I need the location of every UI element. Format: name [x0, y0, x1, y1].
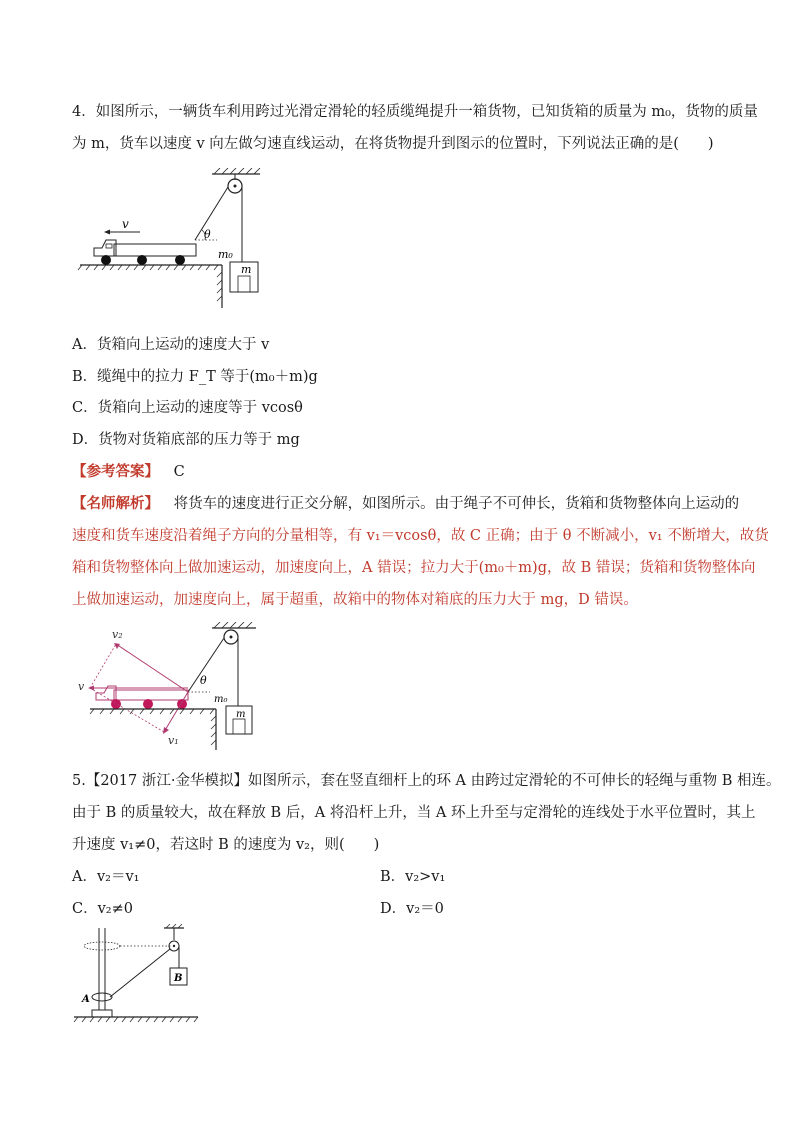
- q4-answer: [72, 462, 185, 482]
- q4-option-b: B．缆绳中的拉力 F_T 等于(m₀＋m)g: [72, 369, 318, 385]
- m-label-2: m: [236, 709, 246, 720]
- q4-figure-truck: [72, 168, 292, 308]
- v1-label: v₁: [168, 734, 179, 747]
- q5-line-1: 5.【2017 浙江·金华模拟】如图所示，套在竖直细杆上的环 A 由跨过定滑轮的不可伸长的轻绳与重物 B 相连。: [72, 773, 781, 789]
- q5-figure-ring-rod: [72, 924, 212, 1024]
- v2-label: v₂: [112, 628, 123, 641]
- q4-analysis-line-4: 上做加速运动，加速度向上，属于超重，故箱中的物体对箱底的压力大于 mg，D 错误。: [72, 592, 638, 608]
- q4-option-a: A．货箱向上运动的速度大于 v: [72, 337, 270, 353]
- m-label: m: [241, 263, 252, 276]
- q5-line-3: 升速度 v₁≠0，若这时 B 的速度为 v₂，则( ): [72, 837, 380, 853]
- q5-option-b: B．v₂>v₁: [380, 869, 446, 885]
- q4-analysis-line-1: [72, 494, 739, 514]
- q4-line-2: 为 m，货车以速度 v 向左做匀速直线运动，在将货物提升到图示的位置时，下列说法正确的是( ): [72, 136, 714, 152]
- answer-tag: 【参考答案】: [72, 463, 159, 480]
- q4-option-c: C．货箱向上运动的速度等于 vcosθ: [72, 400, 303, 416]
- q4-option-d: D．货物对货箱底部的压力等于 mg: [72, 432, 300, 448]
- q4-analysis-line-2: 速度和货车速度沿着绳子方向的分量相等，有 v₁＝vcosθ，故 C 正确；由于 θ 不断减小，v₁ 不断增大，故货: [72, 528, 769, 544]
- v-label-2: v: [78, 680, 85, 693]
- q4-line-1: 4．如图所示，一辆货车利用跨过光滑定滑轮的轻质缆绳提升一箱货物，已知货箱的质量为 m₀，货物的质量: [72, 104, 758, 120]
- answer-value: C: [173, 464, 185, 480]
- theta-label-2: θ: [200, 674, 207, 687]
- theta-label: θ: [204, 228, 211, 241]
- analysis-tag: 【名师解析】: [72, 495, 159, 512]
- analysis-text-1: 将货车的速度进行正交分解，如图所示。由于绳子不可伸长，货箱和货物整体向上运动的: [173, 496, 740, 512]
- m0-label: m₀: [218, 248, 233, 261]
- q5-option-a: A．v₂＝v₁: [72, 869, 140, 885]
- q5-option-d: D．v₂＝0: [380, 901, 444, 917]
- ring-a-label: A: [82, 994, 90, 1005]
- m0-label-2: m₀: [214, 694, 228, 705]
- q4-analysis-line-3: 箱和货物整体向上做加速运动，加速度向上，A 错误；拉力大于(m₀＋m)g，故 B 错误；货箱和货物整体向: [72, 560, 756, 576]
- q4-figure-decomposition: [76, 622, 276, 752]
- v-label: v: [122, 217, 129, 231]
- q5-option-c: C．v₂≠0: [72, 901, 133, 917]
- q5-line-2: 由于 B 的质量较大，故在释放 B 后，A 将沿杆上升，当 A 环上升至与定滑轮的连线处于水平位置时，其上: [72, 805, 756, 821]
- block-b-label: B: [174, 973, 183, 984]
